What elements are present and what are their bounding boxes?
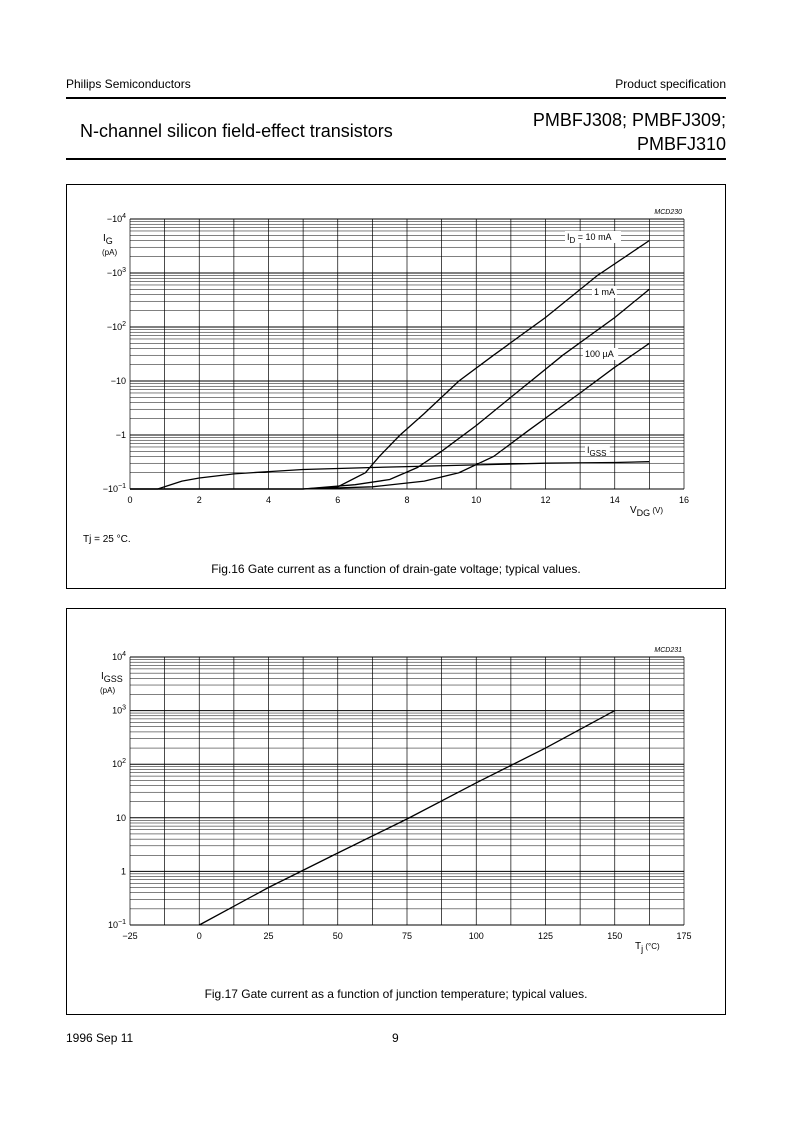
footer-date: 1996 Sep 11 bbox=[66, 1031, 134, 1045]
x-tick-label: −25 bbox=[122, 931, 138, 941]
x-axis-label: Tj $^{(^\circ C)}$ bbox=[635, 941, 660, 954]
figure-16 bbox=[66, 184, 726, 589]
figure-17-chart bbox=[67, 609, 725, 959]
x-tick-label: 16 bbox=[678, 495, 690, 505]
x-tick-label: 14 bbox=[609, 495, 620, 505]
series-label: IGSS bbox=[587, 445, 607, 458]
part-numbers-line2: PMBFJ310 bbox=[636, 134, 726, 154]
y-axis-unit: (pA) bbox=[100, 686, 116, 695]
x-tick-label: 25 bbox=[263, 931, 274, 941]
series-label: 100 µA bbox=[585, 349, 614, 359]
y-tick-label: $10^{-1}$ bbox=[108, 919, 126, 930]
figure-17 bbox=[66, 608, 726, 1015]
header-rule-bottom bbox=[66, 158, 726, 160]
x-tick-label: 75 bbox=[401, 931, 413, 941]
part-numbers bbox=[533, 108, 726, 156]
y-tick-label: $-10^2$ bbox=[106, 321, 126, 332]
y-tick-label: −1 bbox=[115, 430, 126, 440]
y-axis-label: IGSS bbox=[101, 671, 123, 684]
y-tick-label: $-10^3$ bbox=[106, 267, 126, 278]
header-doc-type: Product specification bbox=[615, 77, 726, 91]
x-tick-label: 4 bbox=[265, 495, 272, 505]
figure-code: MCD230 bbox=[654, 209, 682, 216]
y-tick-label: −10 bbox=[110, 376, 126, 386]
x-tick-label: 100 bbox=[468, 931, 484, 941]
x-tick-label: 2 bbox=[196, 495, 202, 505]
header-rule-top bbox=[66, 97, 726, 99]
y-tick-label: $-10^{-1}$ bbox=[102, 483, 126, 494]
y-tick-label: $-10^4$ bbox=[106, 213, 126, 224]
x-tick-label: 150 bbox=[607, 931, 623, 941]
part-numbers-line1: PMBFJ308; PMBFJ309; bbox=[532, 110, 726, 130]
y-axis-label: IG bbox=[103, 233, 113, 246]
x-tick-label: 175 bbox=[676, 931, 692, 941]
y-tick-label: $10^4$ bbox=[112, 651, 126, 662]
document-title: N-channel silicon field-effect transistors bbox=[80, 121, 393, 141]
x-tick-label: 12 bbox=[540, 495, 551, 505]
x-tick-label: 8 bbox=[404, 495, 410, 505]
y-tick-label: $10^2$ bbox=[112, 758, 126, 770]
figure-code: MCD231 bbox=[654, 647, 682, 654]
series-label: 1 mA bbox=[594, 287, 616, 297]
x-tick-label: 125 bbox=[537, 931, 554, 941]
figure-16-caption: Fig.16 Gate current as a function of drain-gate voltage; typical values. bbox=[211, 562, 581, 576]
series-label: ID = 10 mA bbox=[567, 232, 612, 245]
figure-17-caption: Fig.17 Gate current as a function of junction temperature; typical values. bbox=[204, 987, 588, 1001]
y-tick-label: 1 bbox=[120, 866, 126, 877]
y-axis-unit: (pA) bbox=[102, 248, 118, 257]
figure-16-chart bbox=[67, 185, 725, 525]
x-tick-label: 6 bbox=[335, 495, 341, 505]
y-tick-label: 10 bbox=[115, 812, 126, 823]
footer-page-number: 9 bbox=[392, 1031, 399, 1045]
x-tick-label: 50 bbox=[332, 931, 343, 941]
y-tick-label: $10^3$ bbox=[112, 704, 126, 716]
x-tick-label: 0 bbox=[196, 931, 202, 941]
x-tick-label: 0 bbox=[127, 495, 133, 505]
figure-16-condition: Tj = 25 °C. bbox=[83, 534, 131, 545]
x-tick-label: 10 bbox=[471, 495, 482, 505]
x-axis-label: VDG $^{(V)}$ bbox=[630, 505, 664, 518]
header-company: Philips Semiconductors bbox=[66, 77, 191, 91]
